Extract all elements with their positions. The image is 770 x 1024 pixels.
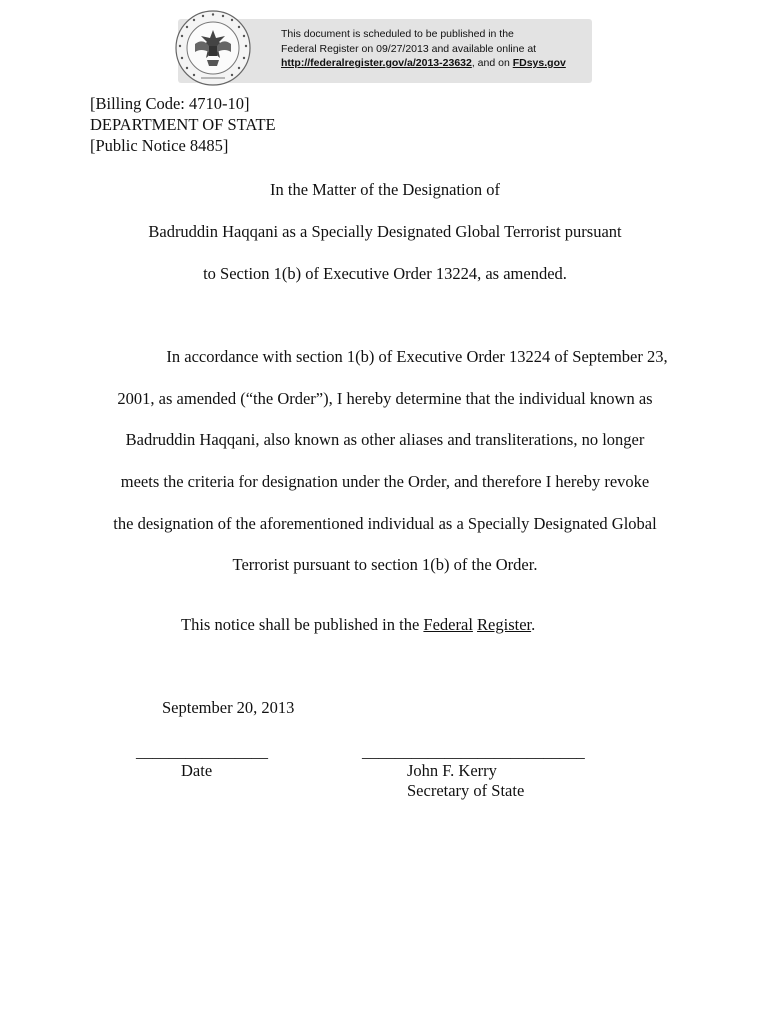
body-line-2: 2001, as amended (“the Order”), I hereby determine that the individual known as <box>117 389 653 408</box>
fdsys-link[interactable]: FDsys.gov <box>512 57 566 69</box>
department-name: DEPARTMENT OF STATE <box>90 115 276 134</box>
body-line-5: the designation of the aforementioned individual as a Specially Designated Global <box>113 514 657 533</box>
body-line-4: meets the criteria for designation under the Order, and therefore I hereby revoke <box>120 472 650 491</box>
body-line-6: Terrorist pursuant to section 1(b) of the Order. <box>232 555 538 574</box>
banner-line-1: This document is scheduled to be published in the <box>281 28 514 40</box>
body-line-3: Badruddin Haqqani, also known as other aliases and transliterations, no longer <box>125 430 645 449</box>
document-header <box>90 93 276 156</box>
billing-code: [Billing Code: 4710-10] <box>90 94 250 113</box>
publication-notice <box>281 27 591 71</box>
title-line-1: In the Matter of the Designation of <box>269 180 501 199</box>
federal-register-link[interactable]: http://federalregister.gov/a/2013-23632 <box>281 57 472 69</box>
banner-line-2: Federal Register on 09/27/2013 and available online at <box>281 42 537 55</box>
public-notice-number: [Public Notice 8485] <box>90 136 229 155</box>
publication-directive <box>181 615 535 635</box>
directive-period: . <box>531 615 536 634</box>
signed-date: September 20, 2013 <box>162 698 295 717</box>
banner-separator: , and on <box>471 57 513 69</box>
signer-signature-rule: ___________________________ <box>362 742 585 761</box>
date-signature-rule: ________________ <box>136 742 268 761</box>
federal-register-seal-icon <box>173 8 253 88</box>
title-line-2: Badruddin Haqqani as a Specially Designated Global Terrorist pursuant <box>148 222 622 241</box>
body-line-1: In accordance with section 1(b) of Executive Order 13224 of September 23, <box>166 347 668 366</box>
signer-name: John F. Kerry <box>407 761 497 780</box>
title-line-3: to Section 1(b) of Executive Order 13224, as amended. <box>203 264 567 283</box>
directive-prefix: This notice shall be published in the <box>181 615 424 634</box>
signer-title: Secretary of State <box>407 781 525 800</box>
banner-line-3 <box>281 56 591 71</box>
federal-word: Federal <box>423 615 473 634</box>
date-label: Date <box>181 761 213 780</box>
register-word: Register <box>477 615 532 634</box>
